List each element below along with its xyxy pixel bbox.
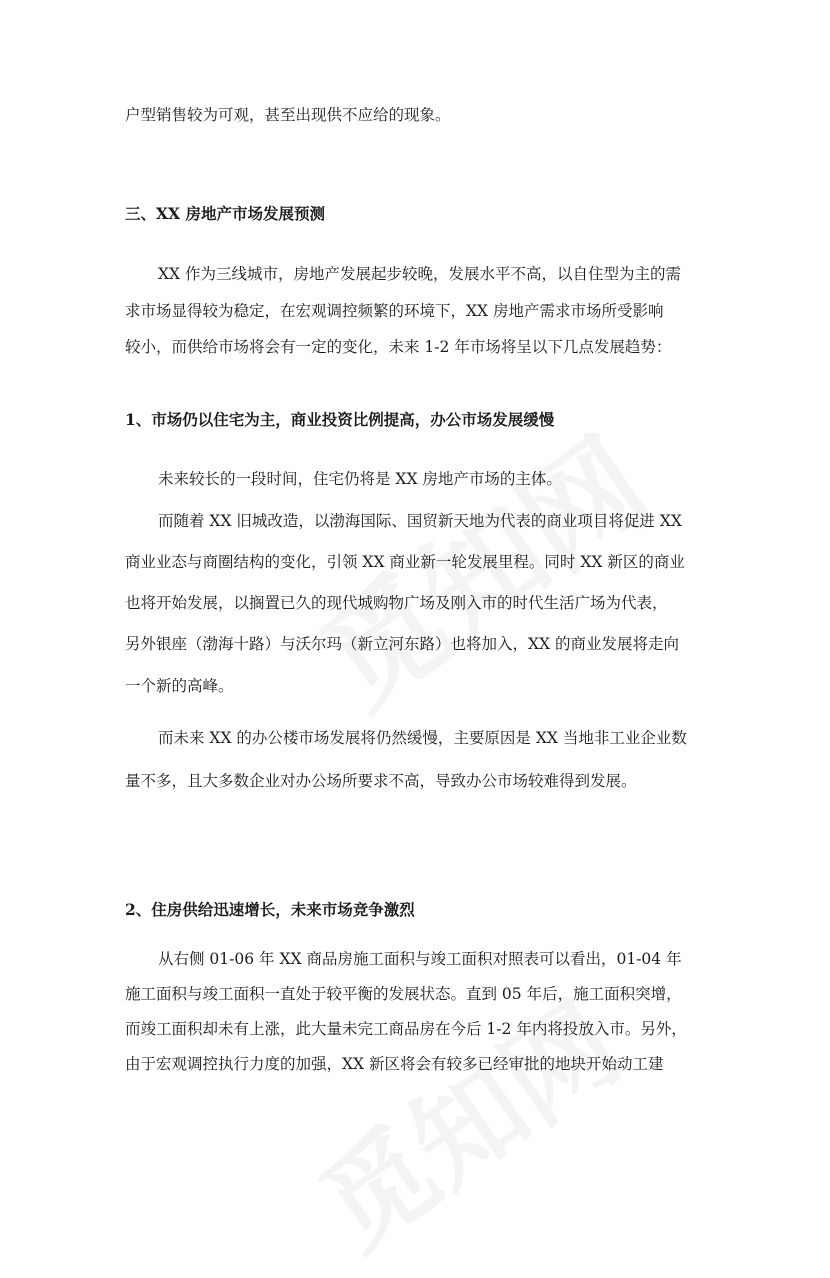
paragraph-line: 也将开始发展，以搁置已久的现代城购物广场及刚入市的时代生活广场为代表， — [125, 594, 668, 612]
section-heading: 三、XX 房地产市场发展预测 — [125, 204, 325, 223]
paragraph-line: 一个新的高峰。 — [125, 677, 234, 695]
paragraph-line: 施工面积与竣工面积一直处于较平衡的发展状态。直到 05 年后，施工面积突增， — [125, 985, 682, 1003]
paragraph-line: 量不多，且大多数企业对办公场所要求不高，导致办公市场较难得到发展。 — [125, 772, 637, 790]
subsection-heading: 2、住房供给迅速增长，未来市场竞争激烈 — [125, 900, 415, 919]
paragraph-line: 求市场显得较为稳定，在宏观调控频繁的环境下，XX 房地产需求市场所受影响 — [125, 302, 664, 320]
paragraph-line: 商业业态与商圈结构的变化，引领 XX 商业新一轮发展里程。同时 XX 新区的商业 — [125, 553, 685, 571]
watermark — [285, 960, 646, 1278]
paragraph-line: 而随着 XX 旧城改造，以渤海国际、国贸新天地为代表的商业项目将促进 XX — [158, 512, 682, 530]
paragraph-line: XX 作为三线城市，房地产发展起步较晚，发展水平不高，以自住型为主的需 — [158, 265, 681, 283]
paragraph-line: 较小，而供给市场将会有一定的变化，未来 1-2 年市场将呈以下几点发展趋势： — [125, 338, 672, 356]
paragraph-line: 未来较长的一段时间，住宅仍将是 XX 房地产市场的主体。 — [158, 470, 562, 488]
paragraph-line: 由于宏观调控执行力度的加强，XX 新区将会有较多已经审批的地块开始动工建 — [125, 1055, 664, 1073]
paragraph-line: 而竣工面积却未有上涨，此大量未完工商品房在今后 1-2 年内将投放入市。另外， — [125, 1020, 687, 1038]
paragraph-line: 从右侧 01-06 年 XX 商品房施工面积与竣工面积对照表可以看出，01-04 年 — [158, 950, 682, 968]
subsection-heading: 1、市场仍以住宅为主，商业投资比例提高，办公市场发展缓慢 — [125, 410, 555, 429]
paragraph-line: 户型销售较为可观，甚至出现供不应给的现象。 — [125, 106, 451, 124]
paragraph-line: 另外银座（渤海十路）与沃尔玛（新立河东路）也将加入，XX 的商业发展将走向 — [125, 635, 679, 653]
paragraph-line: 而未来 XX 的办公楼市场发展将仍然缓慢，主要原因是 XX 当地非工业企业数 — [158, 729, 687, 747]
